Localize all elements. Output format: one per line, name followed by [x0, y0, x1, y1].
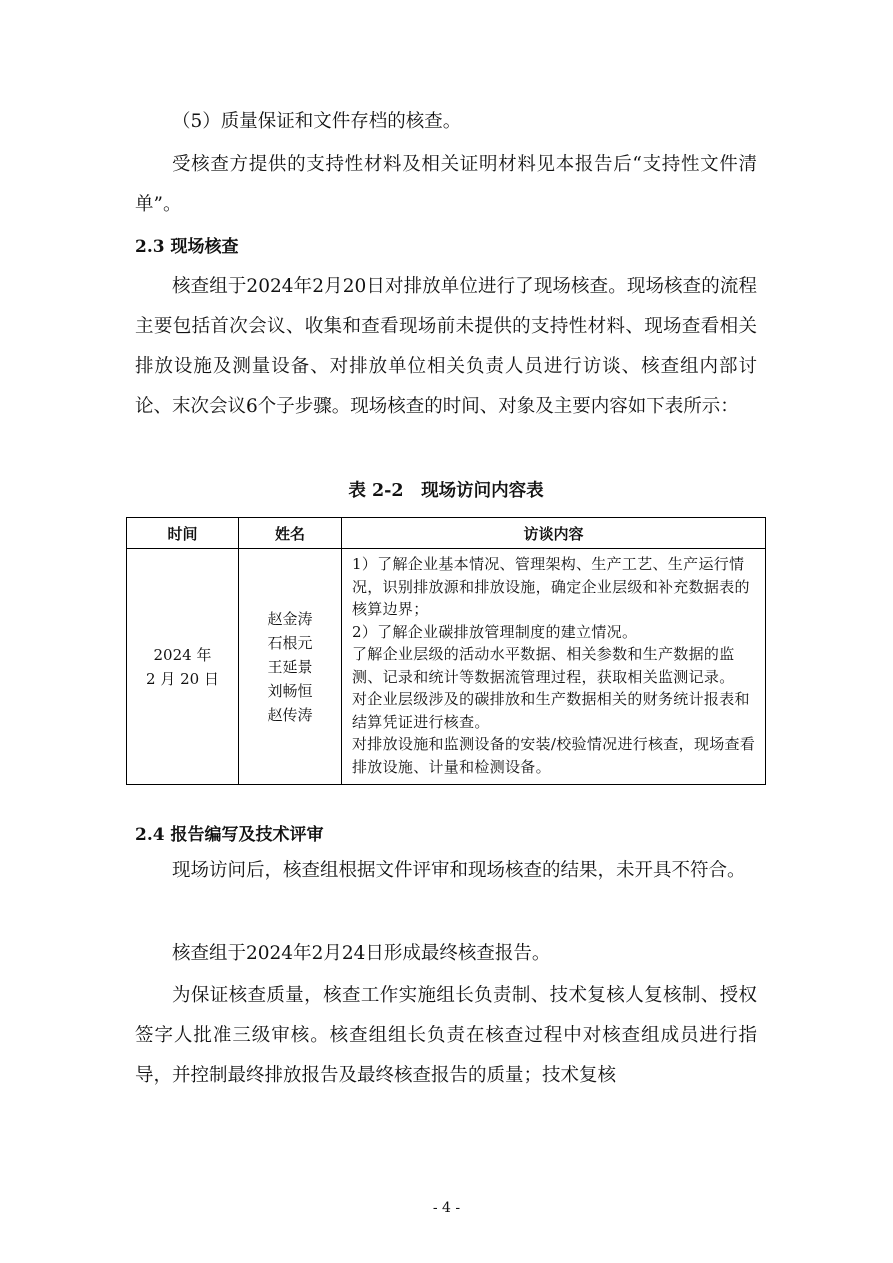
content-item: 2）了解企业碳排放管理制度的建立情况。	[352, 622, 638, 641]
content-item: 对企业层级涉及的碳排放和生产数据相关的财务统计报表和结算凭证进行核查。	[352, 690, 750, 731]
header-time: 时间	[127, 518, 239, 549]
paragraph-onsite-verification: 核查组于2024年2月20日对排放单位进行了现场核查。现场核查的流程主要包括首次会议、收集和查看现场前未提供的支持性材料、现场查看相关排放设施及测量设备、对排放单位相关负责人员进行访谈、核查组内部讨论、末次会议6个子步骤。现场核查的时间、对象及主要内容如下表所示：	[135, 276, 757, 417]
paragraph-after-visit: 现场访问后，核查组根据文件评审和现场核查的结果，未开具不符合。	[172, 860, 746, 881]
interview-content-cell	[342, 549, 766, 785]
content-item: 了解企业层级的活动水平数据、相关参数和生产数据的监测、记录和统计等数据流管理过程，获取相关监测记录。	[352, 645, 735, 686]
section-heading-2-4: 2.4 报告编写及技术评审	[135, 825, 324, 845]
paragraph-final-report: 核查组于2024年2月24日形成最终核查报告。	[172, 943, 551, 964]
content-item: 1）了解企业基本情况、管理架构、生产工艺、生产运行情况，识别排放源和排放设施，确定企业层级和补充数据表的核算边界；	[352, 555, 750, 618]
table-header-row	[127, 518, 766, 549]
section-heading-2-3: 2.3 现场核查	[135, 237, 239, 257]
header-name: 姓名	[239, 518, 342, 549]
name-entry: 刘畅恒	[267, 681, 313, 700]
table-caption: 表 2-2 现场访问内容表	[348, 481, 544, 501]
paragraph-quality-assurance: （5）质量保证和文件存档的核查。	[172, 111, 462, 132]
name-entry: 赵传涛	[267, 705, 313, 724]
paragraph-supporting-materials: 受核查方提供的支持性材料及相关证明材料见本报告后“支持性文件清单”。	[135, 154, 757, 215]
name-entry: 王延景	[267, 657, 313, 676]
table-row	[127, 549, 766, 785]
date-day: 2 月 20 日	[146, 669, 219, 688]
name-entry: 赵金涛	[267, 609, 313, 628]
header-interview-content: 访谈内容	[342, 518, 766, 549]
name-entry: 石根元	[267, 633, 313, 652]
interview-table	[126, 517, 766, 785]
names-cell	[239, 549, 342, 785]
page-number: - 4 -	[432, 1200, 461, 1216]
date-cell	[127, 549, 239, 785]
content-item: 对排放设施和监测设备的安装/校验情况进行核查，现场查看排放设施、计量和检测设备。	[352, 735, 756, 776]
date-year: 2024 年	[153, 645, 212, 664]
paragraph-quality-control: 为保证核查质量，核查工作实施组长负责制、技术复核人复核制、授权签字人批准三级审核。核查组组长负责在核查过程中对核查组成员进行指导，并控制最终排放报告及最终核查报告的质量；技术复核	[135, 985, 757, 1086]
